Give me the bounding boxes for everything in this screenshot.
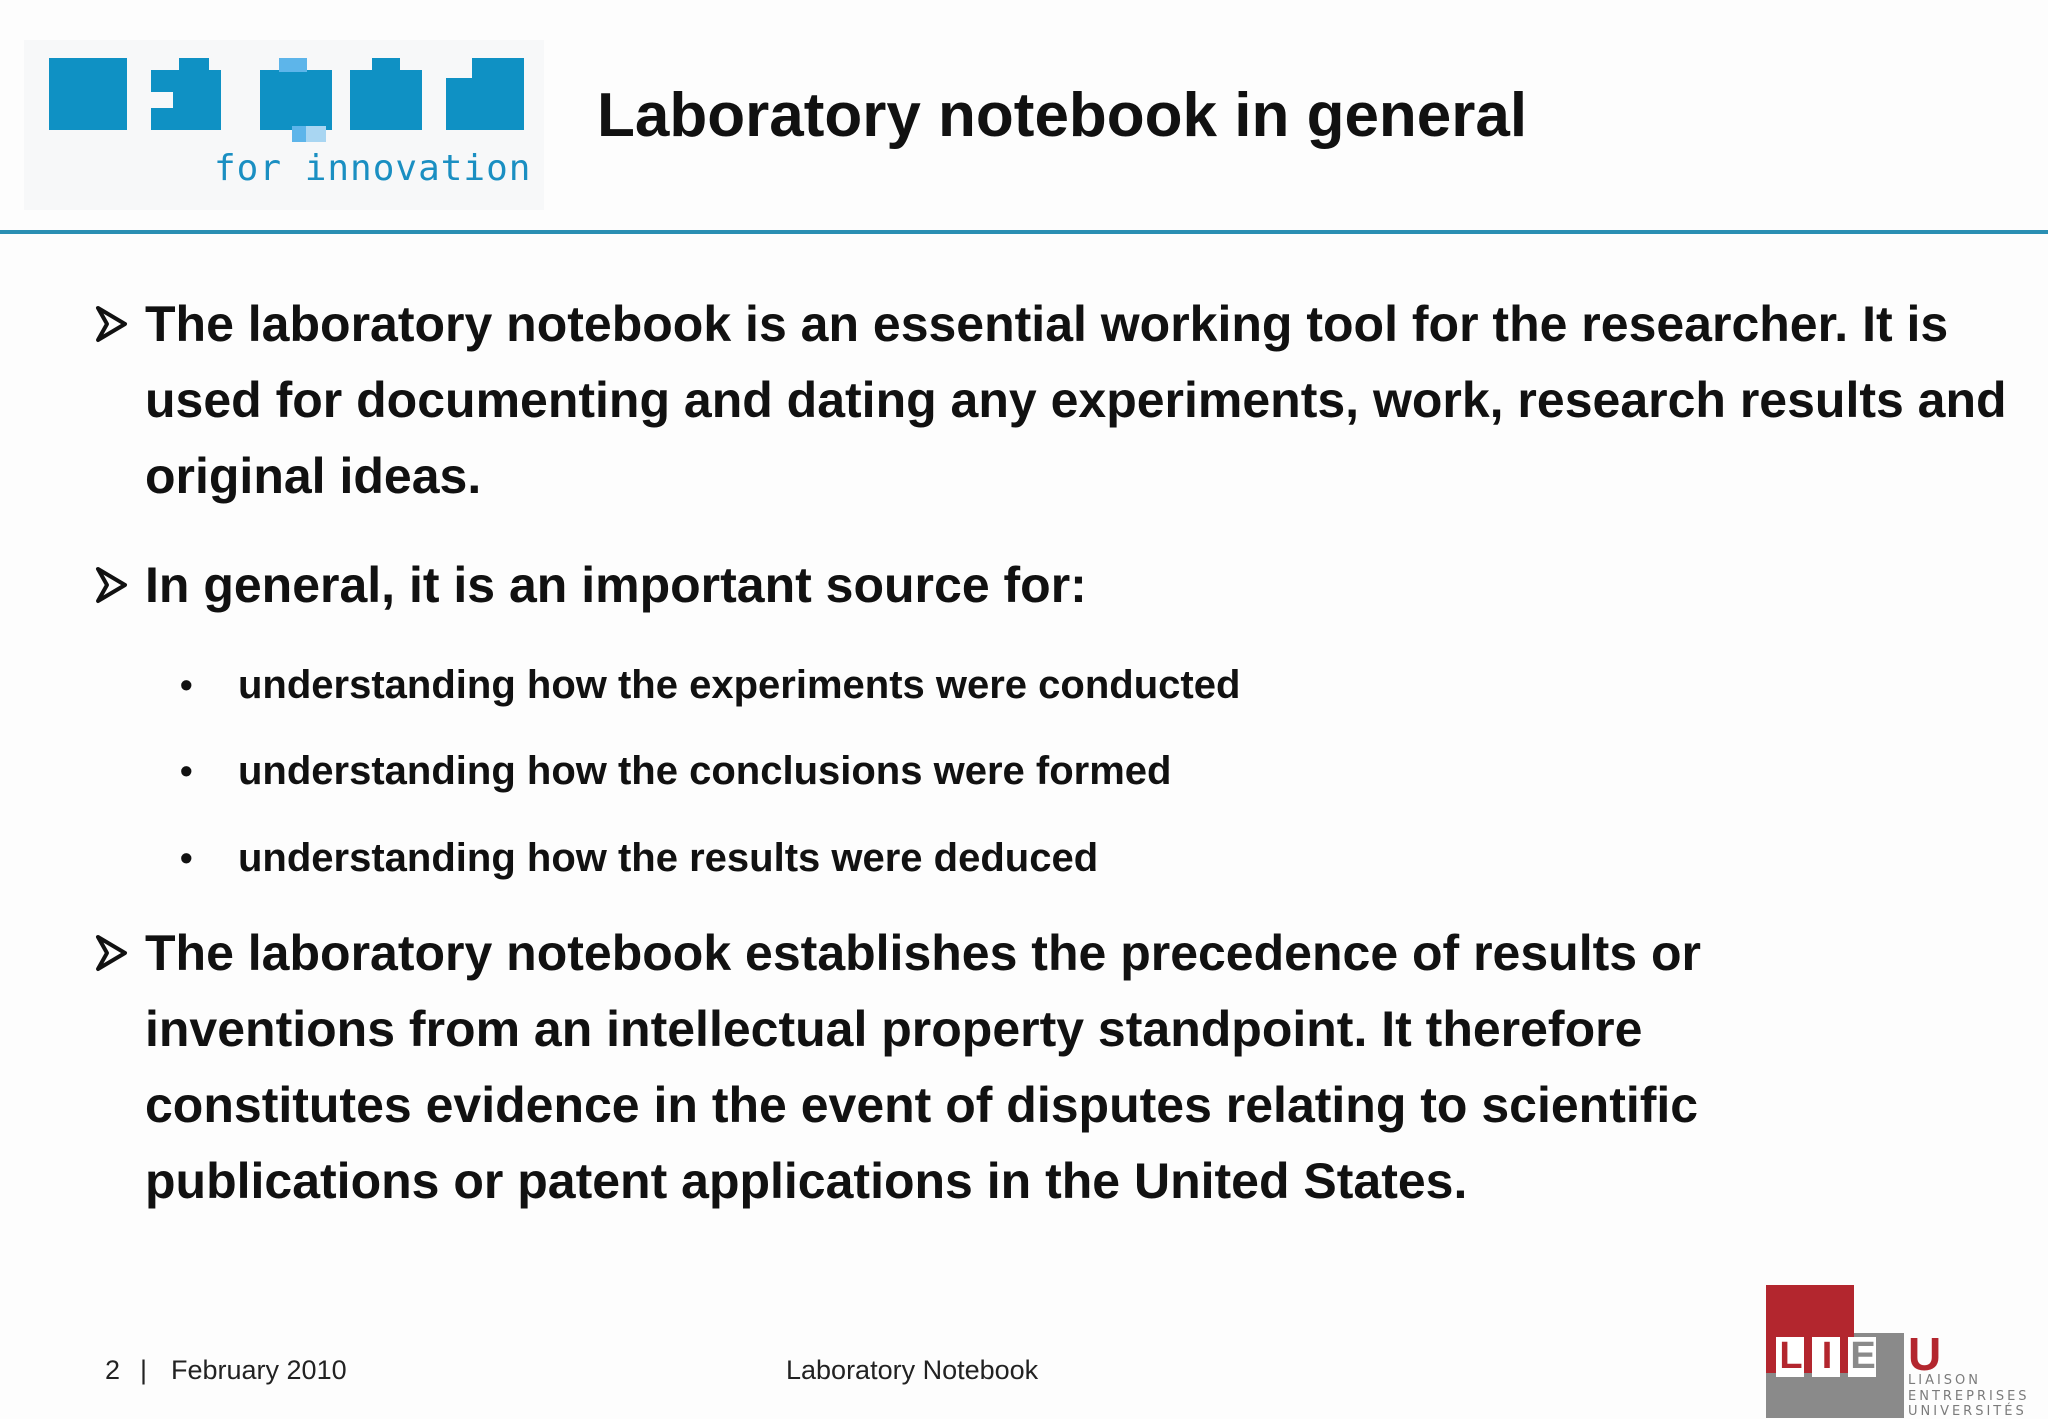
footer-date: February 2010: [171, 1355, 347, 1385]
arrow-bullet-icon: [95, 286, 131, 362]
brand-logo: [24, 40, 544, 210]
sub-bullet-text: understanding how the results were deduced: [238, 836, 1099, 880]
bullet-text: The laboratory notebook establishes the precedence of results or inventions from an intellectual property standpoint. It therefore constitutes evidence in the event of disputes relating to scientific publications or patent applications in the United States.: [145, 925, 1701, 1209]
lieu-line: UNIVERSITÉS: [1908, 1404, 2027, 1419]
slide-title: Laboratory notebook in general: [597, 81, 1528, 150]
lieu-line: LIAISON: [1908, 1373, 1982, 1388]
lieu-letter: I: [1821, 1335, 1833, 1377]
logo-tagline: for innovation: [214, 148, 532, 189]
title-divider: [0, 230, 2048, 234]
dot-bullet-icon: •: [180, 750, 193, 791]
sub-bullet-text: understanding how the experiments were conducted: [238, 663, 1241, 707]
arrow-bullet-icon: [95, 915, 131, 991]
footer-title: Laboratory Notebook: [786, 1355, 1039, 1385]
lieu-logo: [1760, 1285, 2048, 1418]
dot-bullet-icon: •: [180, 837, 193, 878]
lieu-letter: E: [1850, 1335, 1876, 1377]
lieu-letter: U: [1908, 1328, 1942, 1380]
sub-bullet-text: understanding how the conclusions were formed: [238, 749, 1172, 793]
bullet-text: The laboratory notebook is an essential working tool for the researcher. It is used for documenting and dating any experiments, work, research results and original ideas.: [145, 296, 2007, 504]
bullet-text: In general, it is an important source for:: [145, 557, 1087, 613]
footer-separator: |: [140, 1355, 148, 1385]
lieu-letter: L: [1779, 1335, 1803, 1377]
footer-page-number: 2: [105, 1355, 121, 1385]
arrow-bullet-icon: [95, 547, 131, 623]
dot-bullet-icon: •: [180, 664, 193, 705]
lieu-line: ENTREPRISES: [1908, 1389, 2030, 1404]
